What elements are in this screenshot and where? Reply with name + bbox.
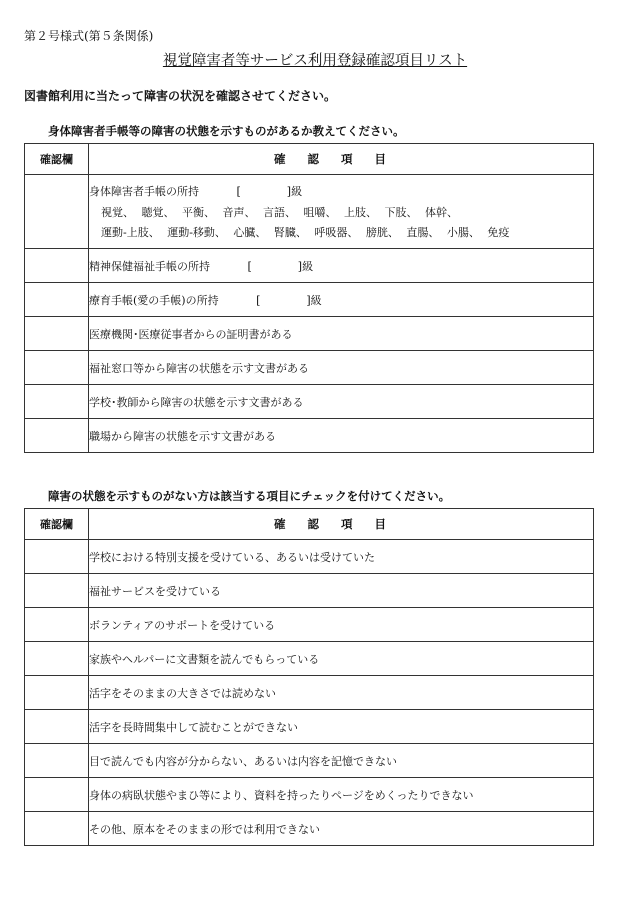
- table-row: [25, 249, 594, 283]
- item-cell: 福祉サービスを受けている: [89, 574, 594, 608]
- item-cell: その他、原本をそのままの形では利用できない: [89, 812, 594, 846]
- section1-heading: 身体障害者手帳等の障害の状態を示すものがあるか教えてください。: [48, 124, 405, 138]
- check-cell[interactable]: [25, 317, 89, 351]
- table-row: [25, 642, 594, 676]
- section1-table: [24, 143, 594, 453]
- item-cell: [89, 283, 594, 317]
- item-column-header: 確認項目: [89, 144, 594, 175]
- check-column-header: 確認欄: [25, 144, 89, 175]
- item-cell: 医療機関･医療従事者からの証明書がある: [89, 317, 594, 351]
- form-number: 第２号様式(第５条関係): [24, 29, 154, 43]
- disability-list-line1: 視覚、 聴覚、 平衡、 音声、 言語、 咀嚼、 上肢、 下肢、 体幹、: [101, 205, 458, 219]
- table-row: [25, 175, 594, 249]
- item-cell: 学校･教師から障害の状態を示す文書がある: [89, 385, 594, 419]
- table-row: [25, 540, 594, 574]
- item-cell: 福祉窓口等から障害の状態を示す文書がある: [89, 351, 594, 385]
- check-cell[interactable]: [25, 812, 89, 846]
- item-column-header: 確認項目: [89, 509, 594, 540]
- table-row: [25, 608, 594, 642]
- grade-bracket: [ ]級: [236, 184, 303, 198]
- check-cell[interactable]: [25, 608, 89, 642]
- table-row: [25, 812, 594, 846]
- check-cell[interactable]: [25, 642, 89, 676]
- table-row: [25, 351, 594, 385]
- item-cell: 活字をそのままの大きさでは読めない: [89, 676, 594, 710]
- check-cell[interactable]: [25, 249, 89, 283]
- table-header-row: [25, 509, 594, 540]
- table-row: [25, 283, 594, 317]
- table-row: [25, 419, 594, 453]
- item-cell: [89, 249, 594, 283]
- handbook-label: 身体障害者手帳の所持: [89, 184, 199, 198]
- check-column-header: 確認欄: [25, 509, 89, 540]
- check-cell[interactable]: [25, 175, 89, 249]
- check-cell[interactable]: [25, 778, 89, 812]
- table-header-row: [25, 144, 594, 175]
- item-cell: 活字を長時間集中して読むことができない: [89, 710, 594, 744]
- table-row: [25, 385, 594, 419]
- section2-table: [24, 508, 594, 846]
- check-cell[interactable]: [25, 351, 89, 385]
- check-cell[interactable]: [25, 744, 89, 778]
- grade-bracket: [ ]級: [247, 259, 314, 273]
- item-cell: 家族やヘルパーに文書類を読んでもらっている: [89, 642, 594, 676]
- check-cell[interactable]: [25, 419, 89, 453]
- grade-bracket: [ ]級: [256, 293, 322, 307]
- item-cell: 学校における特別支援を受けている、あるいは受けていた: [89, 540, 594, 574]
- table-row: [25, 574, 594, 608]
- intro-text: 図書館利用に当たって障害の状況を確認させてください。: [24, 89, 337, 103]
- table-row: [25, 317, 594, 351]
- rehab-label: 療育手帳(愛の手帳)の所持: [89, 293, 219, 307]
- item-cell: [89, 175, 594, 249]
- item-cell: 職場から障害の状態を示す文書がある: [89, 419, 594, 453]
- document-title: 視覚障害者等サービス利用登録確認項目リスト: [162, 53, 468, 69]
- section2-heading: 障害の状態を示すものがない方は該当する項目にチェックを付けてください。: [48, 489, 451, 503]
- item-cell: ボランティアのサポートを受けている: [89, 608, 594, 642]
- table-row: [25, 744, 594, 778]
- check-cell[interactable]: [25, 676, 89, 710]
- mental-health-label: 精神保健福祉手帳の所持: [89, 259, 210, 273]
- check-cell[interactable]: [25, 283, 89, 317]
- item-cell: 身体の病臥状態やまひ等により、資料を持ったりページをめくったりできない: [89, 778, 594, 812]
- table-row: [25, 676, 594, 710]
- table-row: [25, 710, 594, 744]
- check-cell[interactable]: [25, 574, 89, 608]
- check-cell[interactable]: [25, 710, 89, 744]
- disability-list-line2: 運動-上肢、 運動-移動、 心臓、 腎臓、 呼吸器、 膀胱、 直腸、 小腸、 免疫: [101, 225, 510, 239]
- item-cell: 目で読んでも内容が分からない、あるいは内容を記憶できない: [89, 744, 594, 778]
- check-cell[interactable]: [25, 540, 89, 574]
- check-cell[interactable]: [25, 385, 89, 419]
- table-row: [25, 778, 594, 812]
